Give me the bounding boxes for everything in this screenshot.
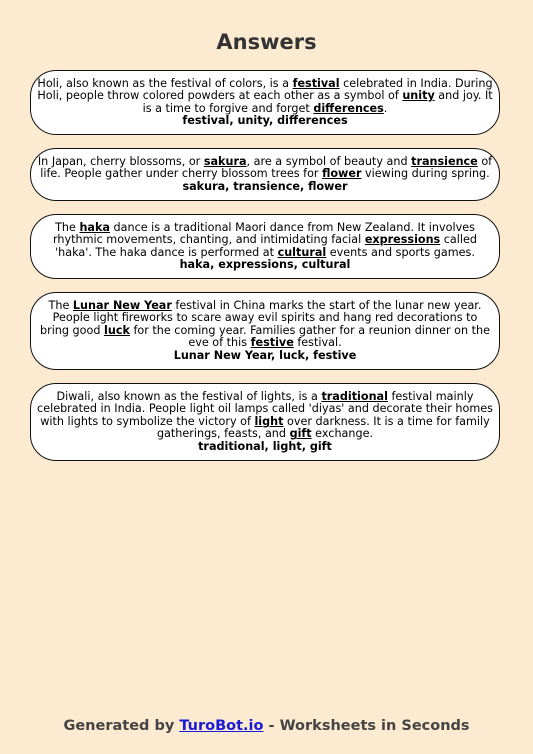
passage-text: dance is a traditional Maori dance from New Zealand. It involves rhythmic movements, chanting, and intimidating facial [53, 220, 475, 247]
passage-text: celebrated in India. During Holi, people throw colored powders at each other as a symbol of [37, 76, 493, 103]
card-passage [37, 300, 493, 350]
answer-word: gift [289, 427, 312, 441]
answer-word: expressions [364, 233, 441, 247]
answer-word: luck [104, 323, 130, 337]
passage-text: festival. [293, 336, 342, 350]
passage-text: events and sports games. [326, 245, 475, 259]
answer-word: transience [411, 154, 478, 168]
passage-text: festival in China marks the start of the lunar new year. People light fireworks to scare away evil spirits and hang red decorations to bring good [40, 298, 482, 337]
passage-text: over darkness. It is a time for family gatherings, feasts, and [156, 414, 490, 441]
card-answers: traditional, light, gift [198, 439, 332, 453]
page-title: Answers [216, 30, 317, 54]
passage-text: The [55, 220, 80, 234]
passage-text: festival mainly celebrated in India. People light oil lamps called 'diyas' and decorate their homes with lights to symbolize the victory of [37, 389, 493, 428]
footer [0, 718, 533, 734]
passage-text: exchange. [311, 427, 374, 441]
passage-text: , are a symbol of beauty and [246, 154, 412, 168]
answer-word: haka [79, 220, 110, 234]
answer-word: flower [322, 167, 362, 181]
footer-suffix: - Worksheets in Seconds [263, 718, 470, 734]
passage-text: viewing during spring. [361, 167, 490, 181]
card-passage [37, 391, 493, 441]
passage-text: and joy. It is a time to forgive and forget [142, 89, 493, 115]
card-answers: festival, unity, differences [182, 113, 348, 127]
footer-prefix: Generated by [63, 718, 180, 734]
answer-card-sakura [30, 148, 500, 201]
answer-word: light [254, 414, 284, 428]
answer-card-lunar-new-year [30, 292, 500, 370]
answer-word: unity [402, 89, 435, 103]
answer-word: differences [313, 101, 384, 115]
passage-text: of life. People gather under cherry blossom trees for [40, 154, 493, 181]
answer-word: cultural [277, 245, 327, 259]
passage-text: Holi, also known as the festival of colors, is a [37, 76, 293, 90]
passage-text: called 'haka'. The haka dance is performed at [55, 233, 477, 259]
answer-word: festival [292, 76, 340, 90]
passage-text: In Japan, cherry blossoms, or [37, 154, 204, 168]
passage-text: The [48, 298, 73, 312]
card-answers: Lunar New Year, luck, festive [173, 348, 357, 362]
card-answers: sakura, transience, flower [182, 179, 348, 193]
card-passage [37, 156, 493, 181]
answer-word: sakura [203, 154, 247, 168]
card-passage [37, 78, 493, 115]
answer-card-holi [30, 70, 500, 135]
passage-text: Diwali, also known as the festival of lights, is a [56, 389, 322, 403]
passage-text: for the coming year. Families gather for a reunion dinner on the eve of this [129, 323, 490, 350]
turobot-link[interactable]: TuroBot.io [179, 718, 264, 734]
answer-word: traditional [321, 389, 388, 403]
passage-text: . [383, 101, 388, 115]
answer-card-haka [30, 214, 500, 279]
answer-word: festive [250, 336, 294, 350]
answer-word: Lunar New Year [72, 298, 172, 312]
answer-card-diwali [30, 383, 500, 461]
card-answers: haka, expressions, cultural [179, 257, 351, 271]
card-passage [37, 222, 493, 259]
